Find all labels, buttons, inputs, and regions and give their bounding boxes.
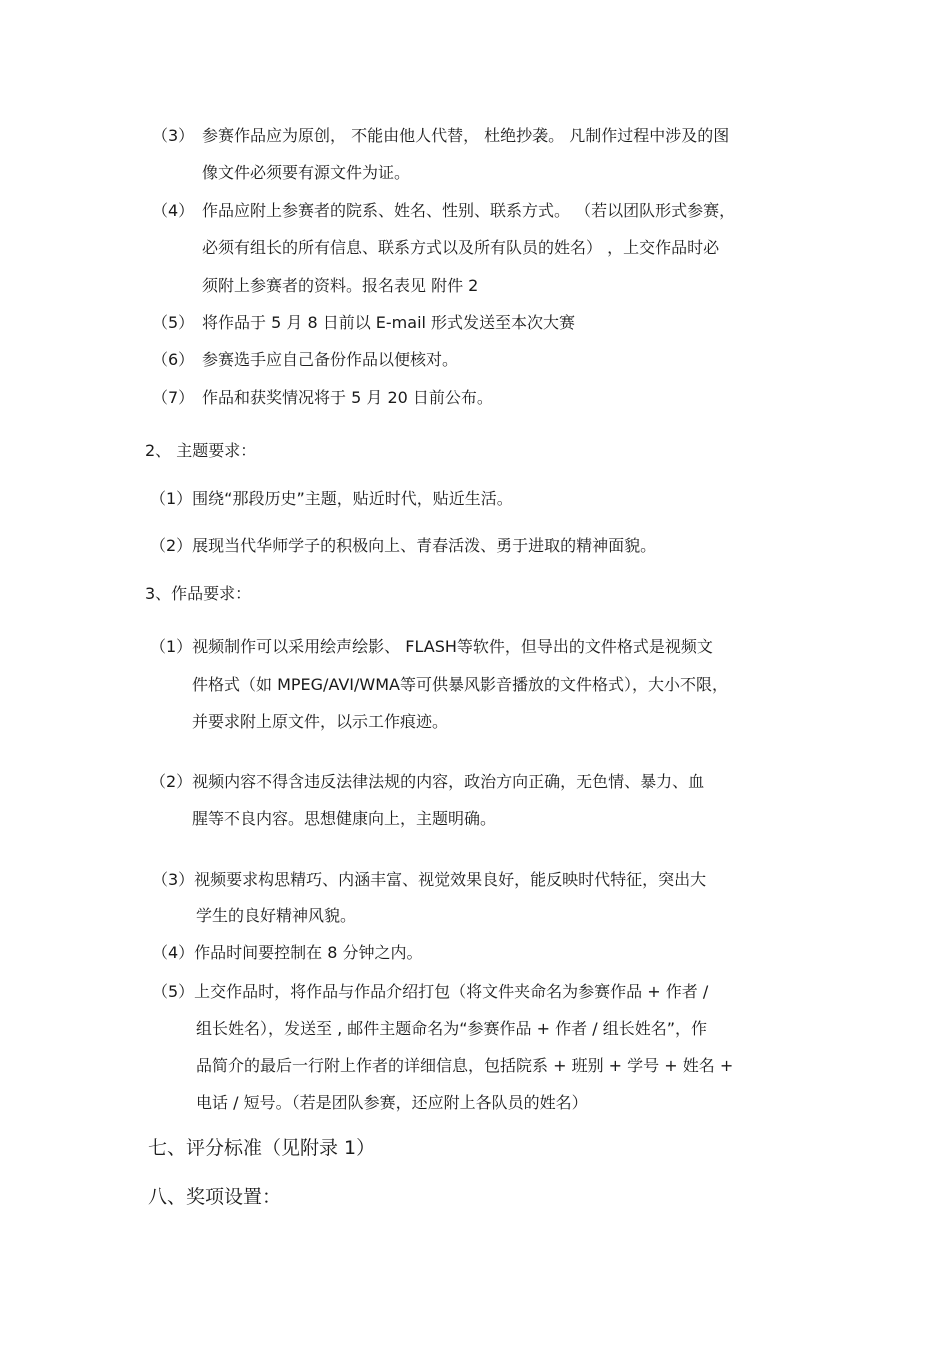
- item-number-6: （6）: [152, 350, 195, 369]
- item-5-line-1: 将作品于 5 月 8 日前以 E-mail 形式发送至本次大赛: [202, 313, 576, 332]
- theme-item-1: （1）围绕“那段历史”主题，贴近时代，贴近生活。: [150, 489, 513, 508]
- item-4-line-3: 须附上参赛者的资料。报名表见 附件 2: [202, 276, 479, 295]
- work-item-5-line-4: 电话 / 短号。（若是团队参赛，还应附上各队员的姓名）: [196, 1093, 588, 1112]
- item-number-7: （7）: [152, 388, 195, 407]
- awards-heading: 八、奖项设置：: [148, 1186, 282, 1208]
- item-6-line-1: 参赛选手应自己备份作品以便核对。: [202, 350, 459, 369]
- work-item-5-line-2: 组长姓名），发送至 , 邮件主题命名为“参赛作品 + 作者 / 组长姓名”，作: [196, 1019, 707, 1038]
- item-number-5: （5）: [152, 313, 195, 332]
- work-heading: 3、作品要求：: [145, 584, 252, 603]
- work-item-2-line-1: （2）视频内容不得含违反法律法规的内容，政治方向正确，无色情、暴力、血: [150, 772, 705, 791]
- item-3-line-2: 像文件必须要有源文件为证。: [202, 163, 411, 182]
- work-item-1-line-3: 并要求附上原文件，以示工作痕迹。: [192, 712, 449, 731]
- scoring-heading: 七、评分标准（见附录 1）: [148, 1137, 376, 1159]
- work-item-1-line-2: 件格式（如 MPEG/AVI/WMA等可供暴风影音播放的文件格式），大小不限，: [192, 675, 728, 694]
- theme-heading: 2、 主题要求：: [145, 441, 257, 460]
- work-item-3-line-1: （3）视频要求构思精巧、内涵丰富、视觉效果良好，能反映时代特征，突出大: [152, 870, 707, 889]
- work-item-1-line-1: （1）视频制作可以采用绘声绘影、 FLASH等软件，但导出的文件格式是视频文: [150, 637, 713, 656]
- work-item-2-line-2: 腥等不良内容。思想健康向上，主题明确。: [192, 809, 497, 828]
- work-item-4-line-1: （4）作品时间要控制在 8 分钟之内。: [152, 943, 423, 962]
- work-item-5-line-1: （5）上交作品时，将作品与作品介绍打包（将文件夹命名为参赛作品 + 作者 /: [152, 982, 709, 1001]
- work-item-3-line-2: 学生的良好精神风貌。: [196, 906, 357, 925]
- item-4-line-2: 必须有组长的所有信息、联系方式以及所有队员的姓名） ，上交作品时必: [202, 238, 720, 257]
- item-4-line-1: 作品应附上参赛者的院系、姓名、性别、联系方式。 （若以团队形式参赛，: [202, 201, 736, 220]
- theme-item-2: （2）展现当代华师学子的积极向上、青春活泼、勇于进取的精神面貌。: [150, 536, 657, 555]
- item-3-line-1: 参赛作品应为原创， 不能由他人代替， 杜绝抄袭。 凡制作过程中涉及的图: [202, 126, 730, 145]
- item-number-3: （3）: [152, 126, 195, 145]
- work-item-5-line-3: 品简介的最后一行附上作者的详细信息，包括院系 + 班别 + 学号 + 姓名 +: [196, 1056, 734, 1075]
- item-7-line-1: 作品和获奖情况将于 5 月 20 日前公布。: [202, 388, 493, 407]
- item-number-4: （4）: [152, 201, 195, 220]
